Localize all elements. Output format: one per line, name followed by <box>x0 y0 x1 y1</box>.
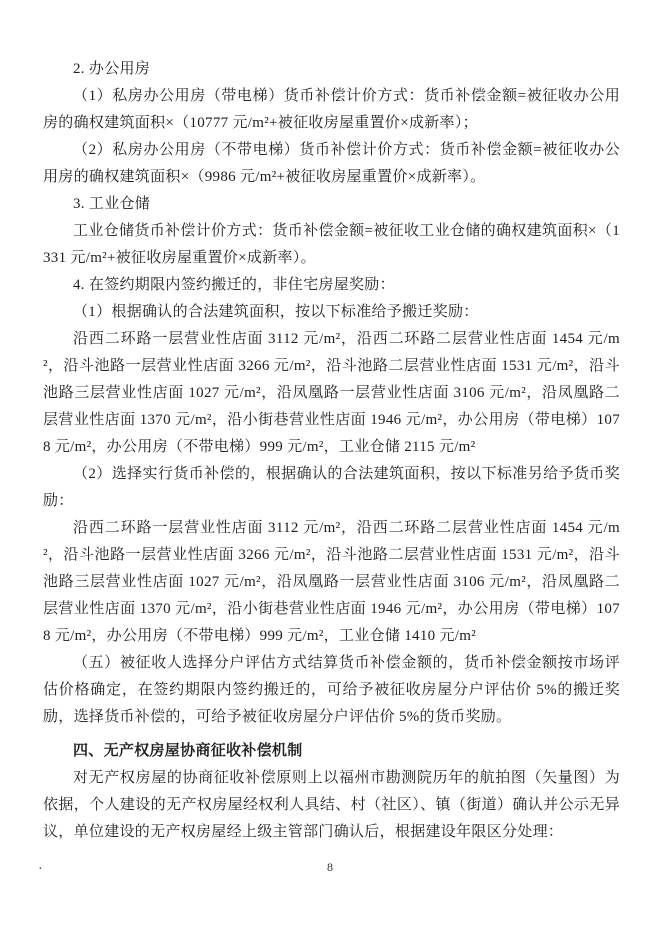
paragraph: 4. 在签约期限内签约搬迁的，非住宅房屋奖励： <box>73 277 395 293</box>
paragraph: 工业仓储货币补偿计价方式：货币补偿金额=被征收工业仓储的确权建筑面积×（1331 元/m²+被征收房屋重置价×成新率）。 <box>43 223 620 266</box>
paragraph: （1）私房办公用房（带电梯）货币补偿计价方式：货币补偿金额=被征收办公用房的确权建筑面积×（10777 元/m²+被征收房屋重置价×成新率）； <box>43 88 620 131</box>
document-body <box>43 56 620 846</box>
paragraph: （1）根据确认的合法建筑面积，按以下标准给予搬迁奖励： <box>73 304 479 320</box>
section-heading: 四、无产权房屋协商征收补偿机制 <box>73 743 303 759</box>
paragraph: 2. 办公用房 <box>73 61 151 77</box>
paragraph: 沿西二环路一层营业性店面 3112 元/m²，沿西二环路二层营业性店面 1454 元/m²，沿斗池路一层营业性店面 3266 元/m²，沿斗池路二层营业性店面 1531 元/m²，沿斗池路三层营业性店面 1027 元/m²，沿凤凰路一层营业性店面 3106 元/m²，沿凤凰路二层营业性店面 1370 元/m²，沿小街巷营业性店面 1946 元/m²，办公用房（带电梯）1078 元/m²，办公用房（不带电梯）999 元/m²，工业仓储 2115 元/m² <box>43 331 620 455</box>
paragraph: （2）私房办公用房（不带电梯）货币补偿计价方式：货币补偿金额=被征收办公用房的确权建筑面积×（9986 元/m²+被征收房屋重置价×成新率）。 <box>43 142 620 185</box>
page-number: 8 <box>327 860 333 874</box>
paragraph: 沿西二环路一层营业性店面 3112 元/m²，沿西二环路二层营业性店面 1454 元/m²，沿斗池路一层营业性店面 3266 元/m²，沿斗池路二层营业性店面 1531 元/m²，沿斗池路三层营业性店面 1027 元/m²，沿凤凰路一层营业性店面 3106 元/m²，沿凤凰路二层营业性店面 1370 元/m²，沿小街巷营业性店面 1946 元/m²，办公用房（带电梯）1078 元/m²，办公用房（不带电梯）999 元/m²，工业仓储 1410 元/m² <box>43 520 620 644</box>
paragraph: （五）被征收人选择分户评估方式结算货币补偿金额的，货币补偿金额按市场评估价格确定，在签约期限内签约搬迁的，可给予被征收房屋分户评估价 5%的搬迁奖励，选择货币补偿的，可给予被征收房屋分户评估价 5%的货币奖励。 <box>43 655 620 725</box>
paragraph: 对无产权房屋的协商征收补偿原则上以福州市勘测院历年的航拍图（矢量图）为依据，个人建设的无产权房屋经权利人具结、村（社区）、镇（街道）确认并公示无异议，单位建设的无产权房屋经上级主管部门确认后，根据建设年限区分处理： <box>43 770 620 840</box>
footer-dot: · <box>38 862 43 877</box>
paragraph: （2）选择实行货币补偿的，根据确认的合法建筑面积，按以下标准另给予货币奖励： <box>43 466 620 509</box>
paragraph: 3. 工业仓储 <box>73 196 151 212</box>
